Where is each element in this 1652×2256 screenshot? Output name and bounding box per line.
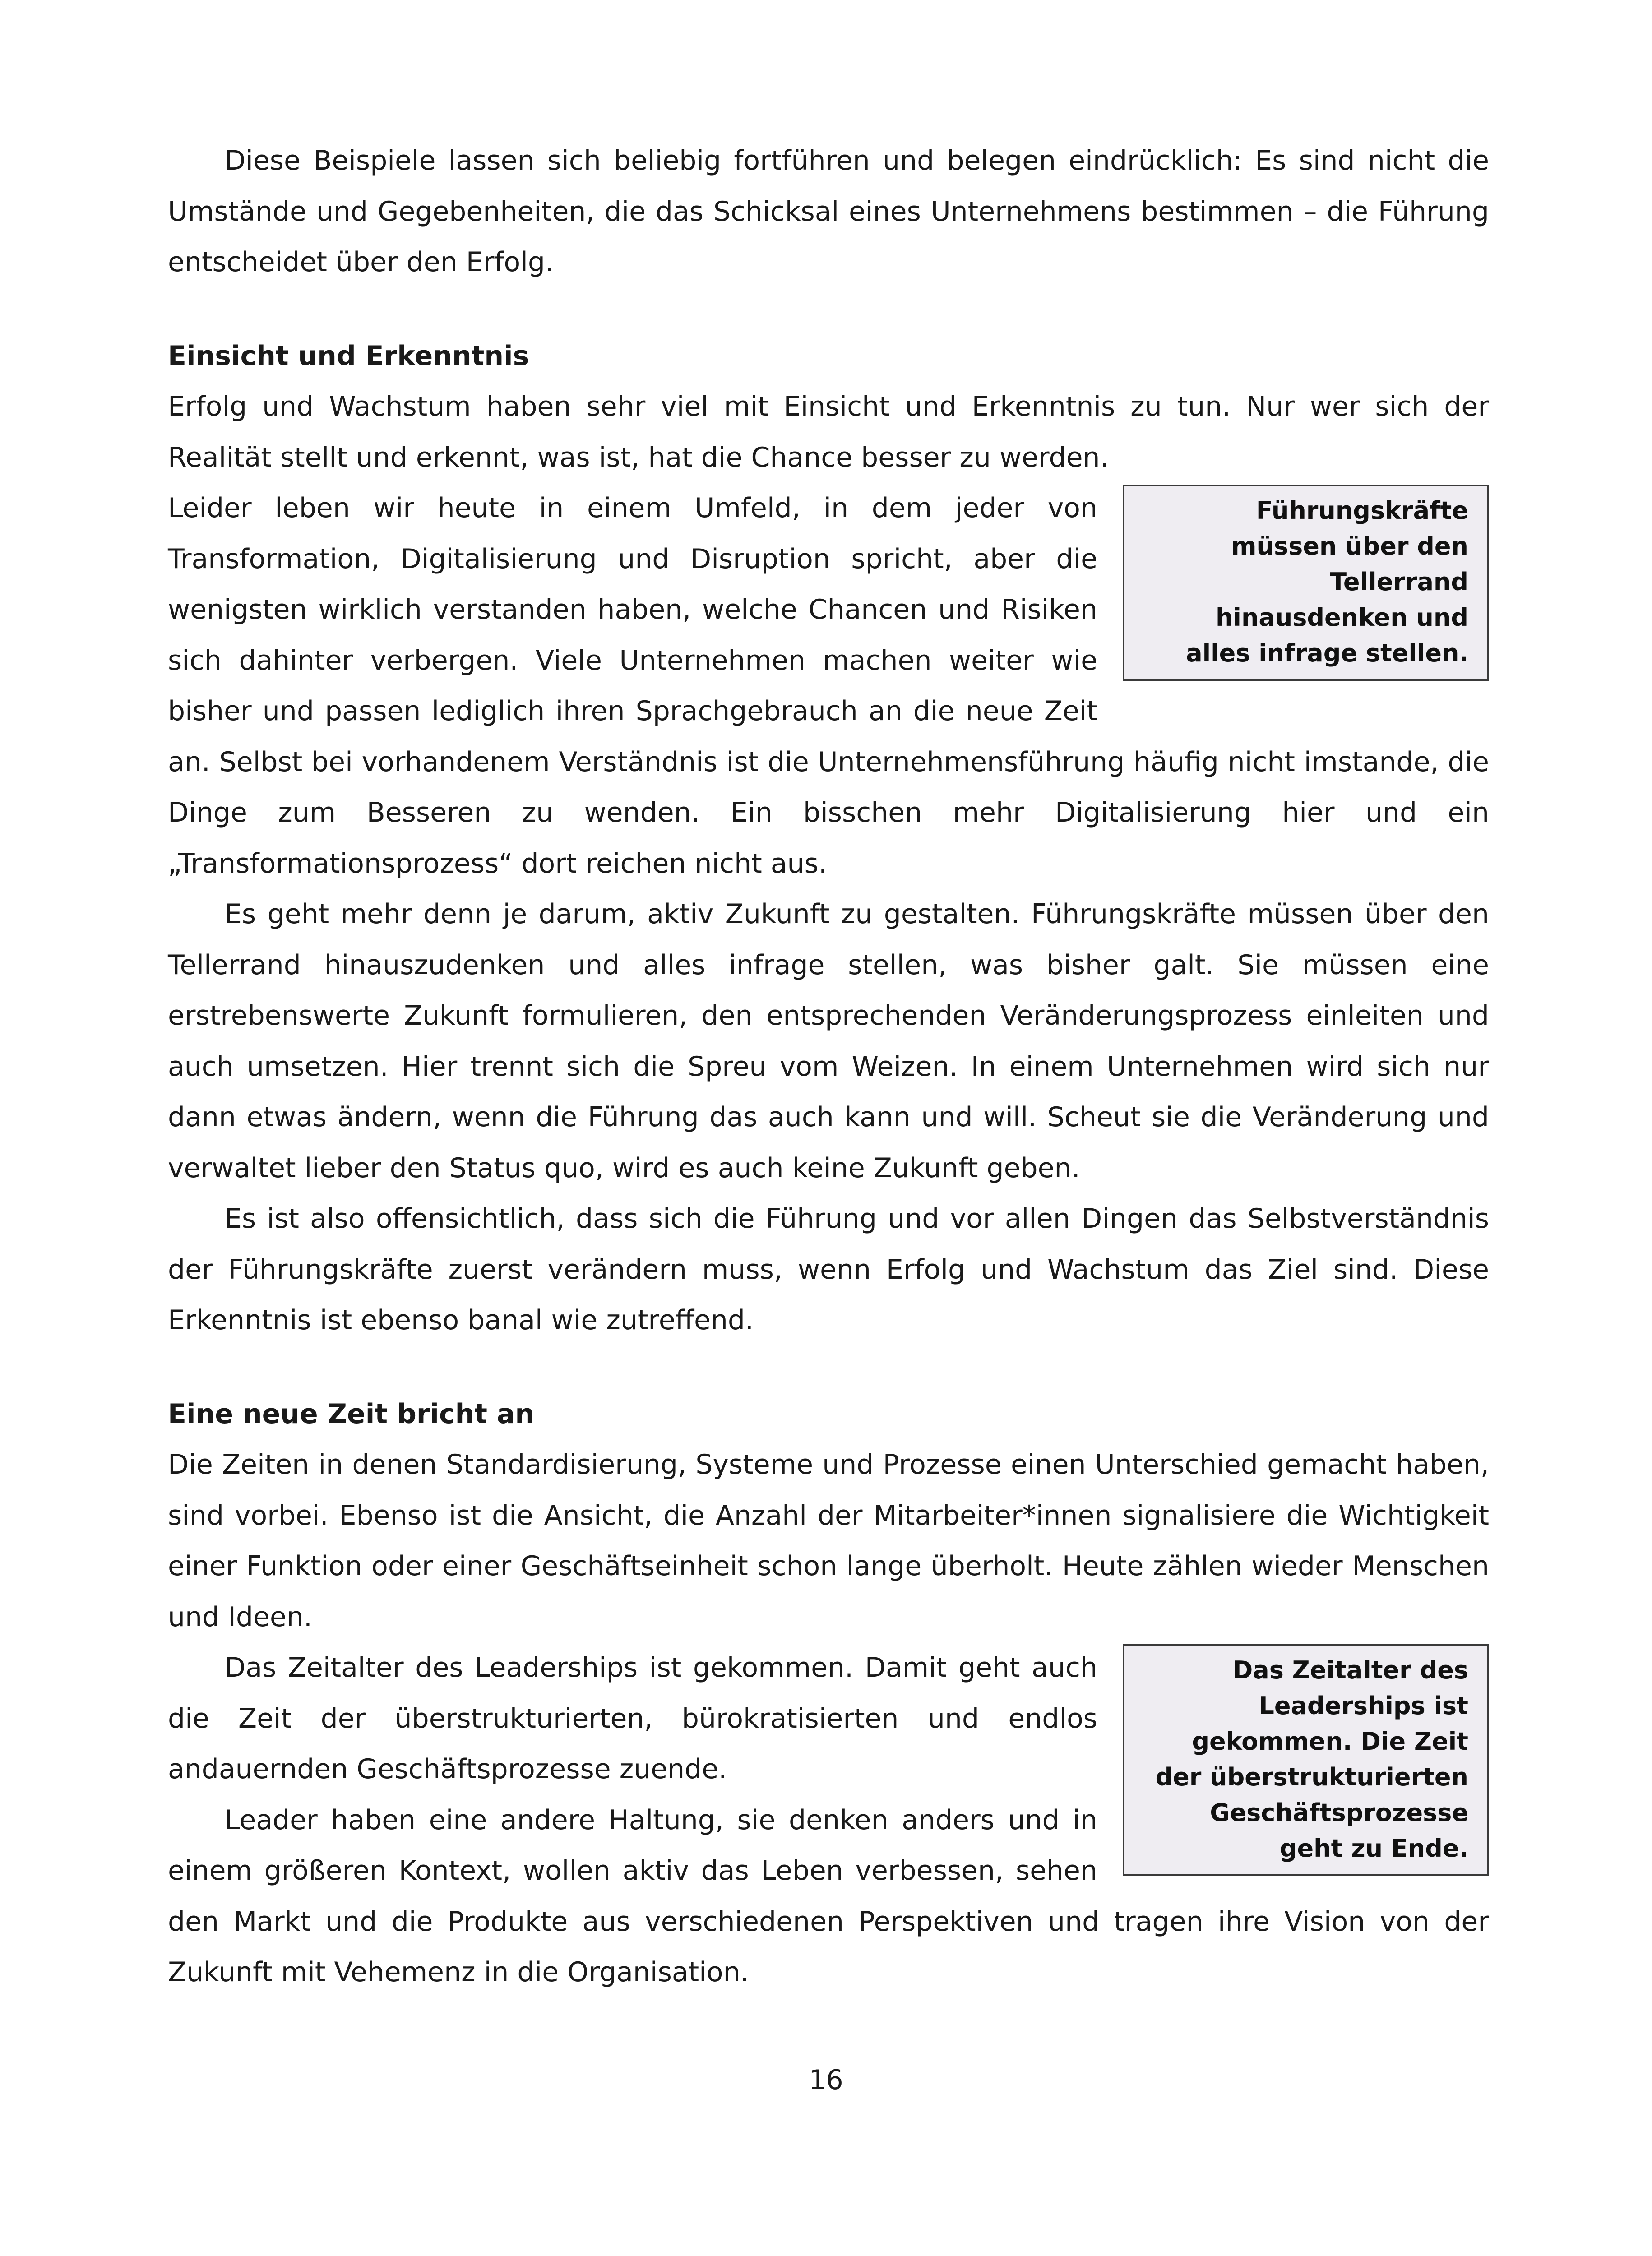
- section-spacer: [168, 288, 1489, 331]
- section2-paragraph-3: Leader haben eine andere Haltung, sie denken anders und in einem größeren Kontext, wollen aktiv das Leben verbessen, sehen den Markt und die Produkte aus verschiedenen Perspektiven und tragen ihre Vision von der Zukunft mit Vehemenz in die Organisation.: [168, 1804, 1489, 1988]
- document-page: [168, 135, 1489, 1998]
- section-heading-neue-zeit: Eine neue Zeit bricht an: [168, 1398, 535, 1430]
- section1-paragraph-4: Es ist also offensichtlich, dass sich die Führung und vor allen Dingen das Selbstverständnis der Führungskräfte zuerst verändern muss, wenn Erfolg und Wachstum das Ziel sind. Diese Erkenntnis ist ebenso banal wie zutreffend.: [168, 1203, 1489, 1336]
- section2-paragraph-1: Die Zeiten in denen Standardisierung, Systeme und Prozesse einen Unterschied gemacht haben, sind vorbei. Ebenso ist die Ansicht, die Anzahl der Mitarbeiter*innen signalisiere die Wichtigkeit einer Funktion oder einer Geschäftseinheit schon lange überholt. Heute zählen wieder Menschen und Ideen.: [168, 1449, 1489, 1633]
- section1-paragraph-3: Es geht mehr denn je darum, aktiv Zukunft zu gestalten. Führungskräfte müssen über den Tellerrand hinauszudenken und alles infrage stellen, was bisher galt. Sie müssen eine erstrebenswerte Zukunft formulieren, den entsprechenden Veränderungsprozess einleiten und auch umsetzen. Hier trennt sich die Spreu vom Weizen. In einem Unternehmen wird sich nur dann etwas ändern, wenn die Führung das auch kann und will. Scheut sie die Veränderung und verwaltet lieber den Status quo, wird es auch keine Zukunft geben.: [168, 898, 1489, 1184]
- pull-quote-box: Führungskräfte müssen über den Tellerrand hinausdenken und alles infrage stellen.: [1123, 485, 1489, 681]
- pull-quote-box: Das Zeitalter des Leaderships ist gekommen. Die Zeit der überstrukturierten Geschäftsprozesse geht zu Ende.: [1123, 1644, 1489, 1876]
- section-heading-einsicht: Einsicht und Erkenntnis: [168, 340, 529, 372]
- section1-paragraph-2: Leider leben wir heute in einem Umfeld, in dem jeder von Transformation, Digitalisierung und Disruption spricht, aber die wenigsten wirklich verstanden haben, welche Chancen und Risiken sich dahinter verbergen. Viele Unternehmen machen weiter wie bisher und passen lediglich ihren Sprachgebrauch an die neue Zeit an. Selbst bei vorhandenem Verständnis ist die Unternehmensführung häufig nicht imstande, die Dinge zum Besseren zu wenden. Ein bisschen mehr Digitalisierung hier und ein „Transformationsprozess“ dort reichen nicht aus.: [168, 492, 1489, 879]
- section2-paragraph-2: Das Zeitalter des Leaderships ist gekommen. Damit geht auch die Zeit der überstrukturierten, bürokratisierten und endlos andauernden Geschäftsprozesse zuende.: [168, 1652, 1097, 1785]
- page-number: 16: [809, 2064, 843, 2096]
- intro-paragraph: Diese Beispiele lassen sich beliebig fortführen und belegen eindrücklich: Es sind nicht die Umstände und Gegebenheiten, die das Schicksal eines Unternehmens bestimmen – die Führung entscheidet über den Erfolg.: [168, 145, 1489, 278]
- section1-paragraph-1: Erfolg und Wachstum haben sehr viel mit Einsicht und Erkenntnis zu tun. Nur wer sich der Realität stellt und erkennt, was ist, hat die Chance besser zu werden.: [168, 391, 1489, 473]
- section-spacer: [168, 1346, 1489, 1389]
